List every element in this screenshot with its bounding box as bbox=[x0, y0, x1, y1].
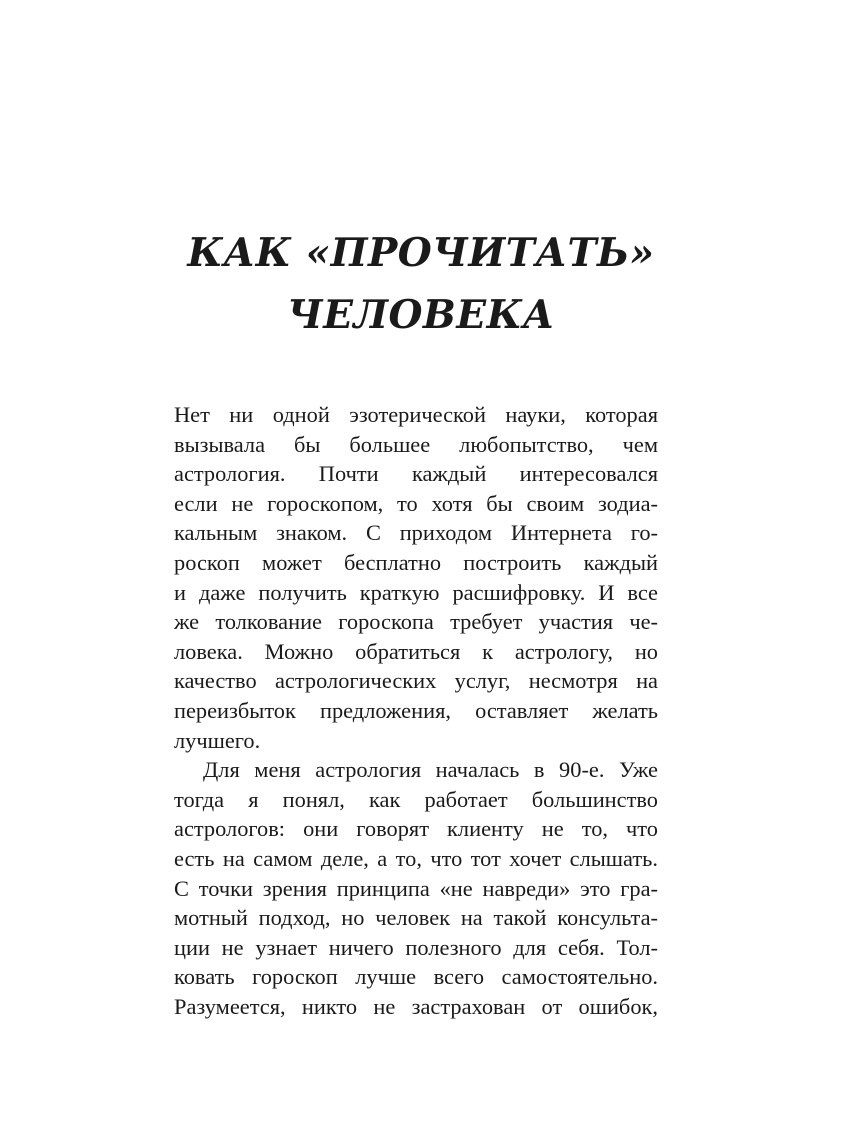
text-line: качество астрологических услуг, несмотря на bbox=[174, 668, 658, 694]
text-line: переизбыток предложения, оставляет желать bbox=[174, 697, 658, 723]
text-line: ковать гороскоп лучше всего самостоятельно. bbox=[174, 964, 658, 990]
chapter-title-line: КАК «ПРОЧИТАТЬ» bbox=[187, 230, 655, 277]
paragraph bbox=[174, 400, 658, 755]
chapter-title-line: ЧЕЛОВЕКА bbox=[287, 292, 555, 339]
text-line: же толкование гороскопа требует участия че- bbox=[174, 609, 658, 635]
text-line: тогда я понял, как работает большинство bbox=[174, 786, 658, 812]
text-line: С точки зрения принципа «не навреди» это гра- bbox=[174, 875, 658, 901]
text-line: астрология. Почти каждый интересовался bbox=[174, 461, 658, 487]
text-line: есть на самом деле, а то, что тот хочет слышать. bbox=[174, 845, 658, 871]
text-line: Разумеется, никто не застрахован от ошибок, bbox=[174, 993, 658, 1019]
text-line: роскоп может бесплатно построить каждый bbox=[174, 549, 658, 575]
text-line: вызывала бы большее любопытство, чем bbox=[174, 431, 658, 457]
text-line: Нет ни одной эзотерической науки, которая bbox=[174, 402, 658, 427]
text-line: ции не узнает ничего полезного для себя. Тол- bbox=[174, 934, 658, 960]
paragraph bbox=[174, 755, 658, 1021]
text-line: астрологов: они говорят клиенту не то, что bbox=[174, 816, 658, 842]
text-line: и даже получить краткую расшифровку. И все bbox=[174, 579, 658, 605]
text-line: кальным знаком. С приходом Интернета го- bbox=[174, 520, 658, 546]
text-line: мотный подход, но человек на такой консульта- bbox=[174, 905, 658, 931]
text-line: лучшего. bbox=[174, 727, 261, 753]
body-text bbox=[174, 400, 658, 1021]
text-line: если не гороскопом, то хотя бы своим зодиа- bbox=[174, 490, 658, 516]
text-line: Для меня астрология началась в 90-е. Уже bbox=[203, 757, 658, 783]
text-line: ловека. Можно обратиться к астрологу, но bbox=[174, 638, 658, 664]
chapter-title bbox=[0, 222, 842, 346]
